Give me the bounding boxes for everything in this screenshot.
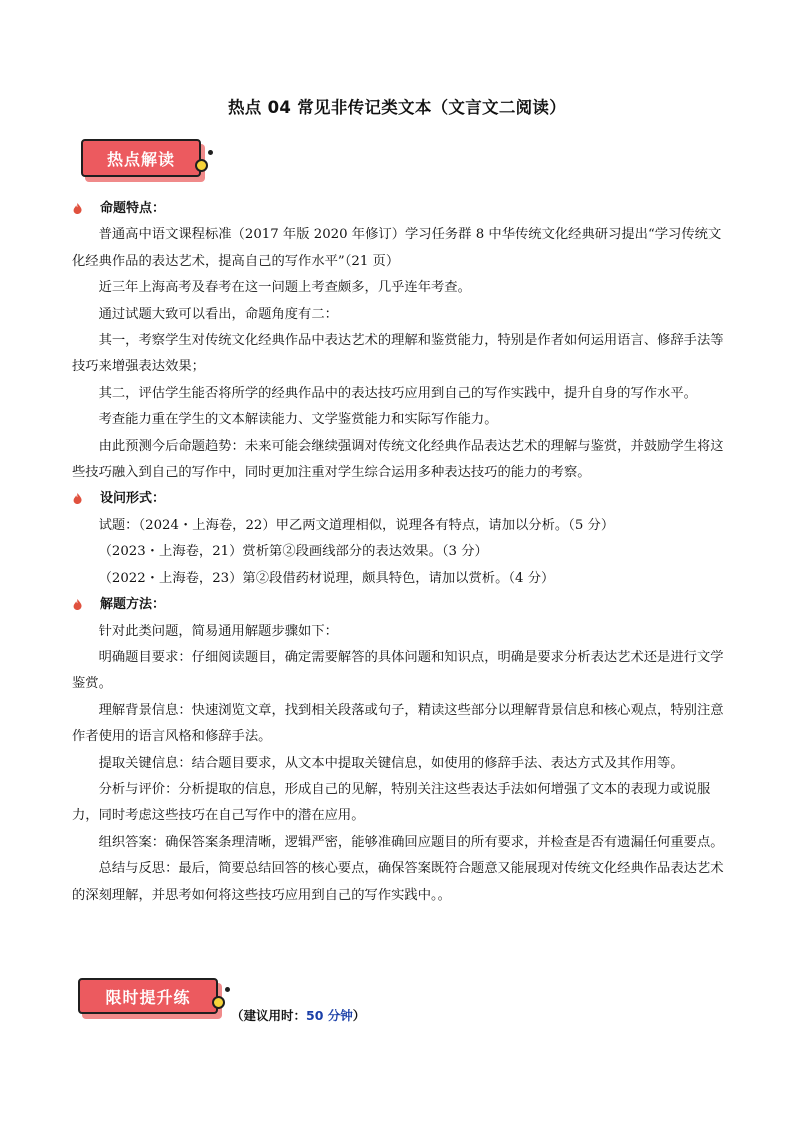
paragraph: 通过试题大致可以看出，命题角度有二： [98,306,338,322]
paragraph: 普通高中语文课程标准（2017 年版 2020 年修订）学习任务群 8 中华传统文化经典研习提出“学习传统文化经典作品的表达艺术，提高自己的写作水平”（21 页） [72,227,722,269]
paragraph: 考查能力重在学生的文本解读能力、文学鉴赏能力和实际写作能力。 [98,412,498,428]
paragraph: 其二，评估学生能否将所学的经典作品中的表达技巧应用到自己的写作实践中，提升自身的写作水平。 [98,385,697,401]
time-label: 建议用时： [243,1008,307,1023]
badge-ring-icon [195,159,208,172]
section-badge-practice [78,978,218,1014]
method-step: 分析与评价：分析提取的信息，形成自己的见解，特别关注这些表达手法如何增强了文本的表现力或说服力，同时考虑这些技巧在自己写作中的潜在应用。 [72,781,711,824]
method-step: 理解背景信息：快速浏览文章，找到相关段落或句子，精读这些部分以理解背景信息和核心观点，特别注意作者使用的语言风格和修辞手法。 [72,702,724,745]
flame-bullet-icon [73,493,82,504]
method-step: 组织答案：确保答案条理清晰，逻辑严密，能够准确回应题目的所有要求，并检查是否有遗漏任何重要点。 [98,834,724,850]
method-step: 明确题目要求：仔细阅读题目，确定需要解答的具体问题和知识点，明确是要求分析表达艺术还是进行文学鉴赏。 [72,649,724,692]
time-value: 50 分钟 [306,1008,353,1023]
heading-text: 解题方法： [100,597,166,613]
section-heading-methods [72,592,732,618]
question-item: （2023・上海卷，21）赏析第②段画线部分的表达效果。（3 分） [98,544,488,560]
badge-label: 限时提升练 [78,978,218,1014]
badge-dot-icon [208,150,213,155]
flame-bullet-icon [73,203,82,214]
question-item: （2022・上海卷，23）第②段借药材说理，颇具特色，请加以赏析。（4 分） [98,570,555,586]
paragraph: 近三年上海高考及春考在这一问题上考查颇多，几乎连年考查。 [98,280,471,296]
method-step: 总结与反思：最后，简要总结回答的核心要点，确保答案既符合题意又能展现对传统文化经典作品表达艺术的深刻理解，并思考如何将这些技巧应用到自己的写作实践中。。 [72,861,724,903]
section-heading-features [72,196,732,222]
method-step: 提取关键信息：结合题目要求，从文本中提取关键信息，如使用的修辞手法、表达方式及其作用等。 [98,755,684,771]
heading-text: 设问形式： [100,491,166,507]
paragraph: 由此预测今后命题趋势：未来可能会继续强调对传统文化经典作品表达艺术的理解与鉴赏，并鼓励学生将这些技巧融入到自己的写作中，同时更加注重对学生综合运用多种表达技巧的能力的考察。 [72,438,724,481]
badge-ring-icon [212,996,225,1009]
question-item: 试题：（2024・上海卷，22）甲乙两文道理相似，说理各有特点，请加以分析。（5 分） [98,517,615,533]
badge-label: 热点解读 [81,139,201,177]
section-heading-forms [72,486,732,512]
paragraph: 其一，考察学生对传统文化经典作品中表达艺术的理解和鉴赏能力，特别是作者如何运用语言、修辞手法等技巧来增强表达效果； [72,333,724,375]
content-body [72,196,732,909]
section-badge-hotspot [81,139,201,177]
flame-bullet-icon [73,599,82,610]
paragraph: 针对此类问题，简易通用解题步骤如下： [98,623,338,639]
heading-text: 命题特点： [100,201,166,216]
suggested-time-note: （建议用时：50 分钟） [231,1008,366,1023]
badge-dot-icon [225,987,230,992]
page-title: 热点 04 常见非传记类文本（文言文二阅读） [227,98,567,117]
